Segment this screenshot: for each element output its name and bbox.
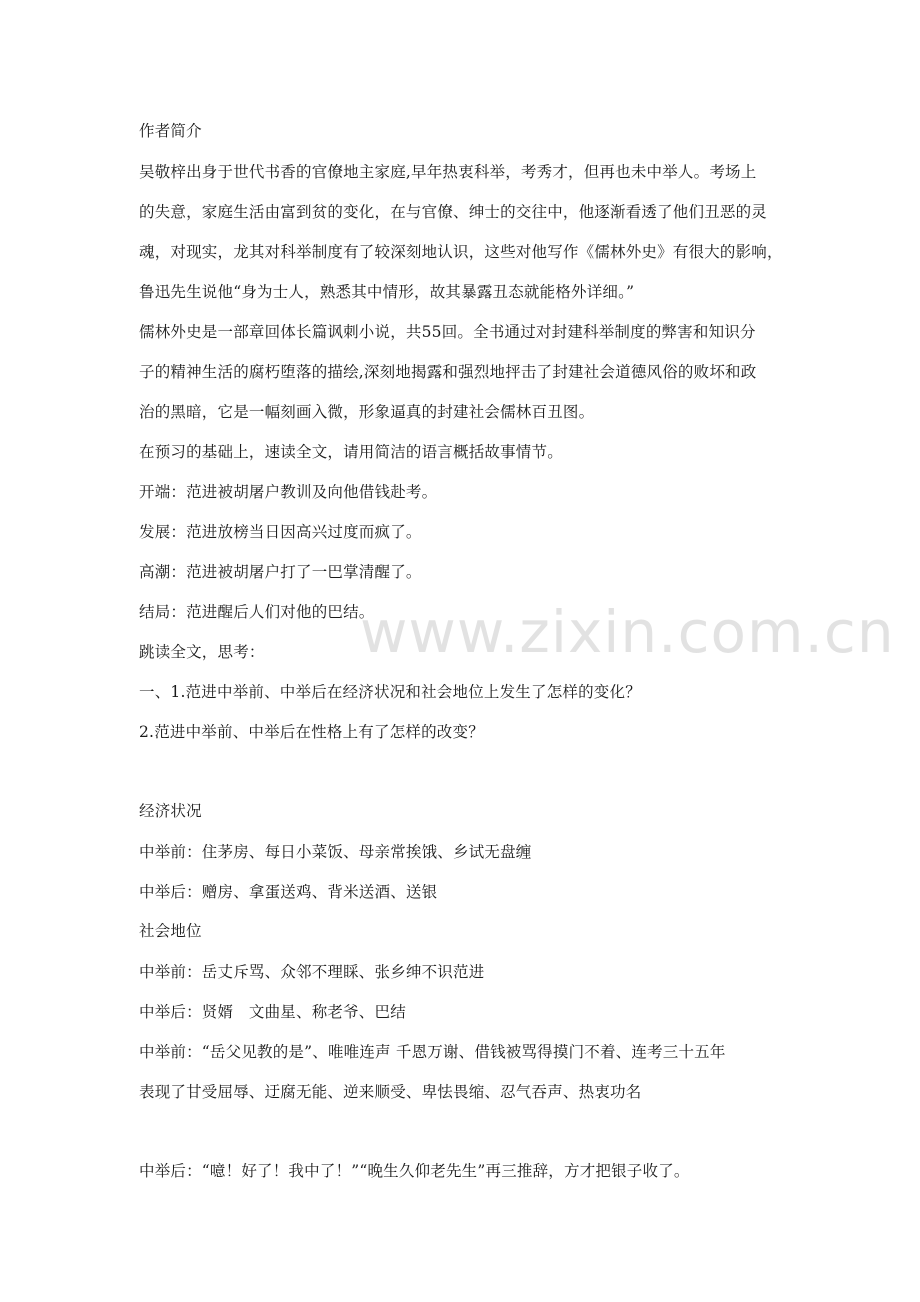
list-item: 中举前：“岳父见教的是”、唯唯连声 千恩万谢、借钱被骂得摸门不着、连考三十五年 xyxy=(139,1043,726,1061)
instruction-line: 在预习的基础上，速读全文，请用简洁的语言概括故事情节。 xyxy=(139,443,563,461)
list-item: 中举前：岳丈斥骂、众邻不理睬、张乡绅不识范进 xyxy=(139,963,485,981)
paragraph-line: 治的黑暗，它是一幅刻画入微，形象逼真的封建社会儒林百丑图。 xyxy=(139,403,595,421)
paragraph-line: 的失意，家庭生活由富到贫的变化，在与官僚、绅士的交往中，他逐渐看透了他们丑恶的灵 xyxy=(139,203,768,221)
section-heading-economy: 经济状况 xyxy=(139,802,202,820)
paragraph-line: 儒林外史是一部章回体长篇讽刺小说，共55回。全书通过对封建科举制度的弊害和知识分 xyxy=(139,323,756,341)
watermark: www.zixin.com.cn xyxy=(360,598,895,666)
question-line: 一、1.范进中举前、中举后在经济状况和社会地位上发生了怎样的变化？ xyxy=(139,683,641,701)
list-item: 中举后：赠房、拿蛋送鸡、背米送酒、送银 xyxy=(139,883,438,901)
paragraph-line: 鲁迅先生说他“身为士人，熟悉其中情形，故其暴露丑态就能格外详细。” xyxy=(139,283,635,301)
plot-ending: 结局：范进醒后人们对他的巴结。 xyxy=(139,603,375,621)
section-heading-status: 社会地位 xyxy=(139,922,202,940)
list-item: 中举前：住茅房、每日小菜饭、母亲常挨饿、乡试无盘缠 xyxy=(139,843,532,861)
instruction-line: 跳读全文，思考： xyxy=(139,643,265,661)
paragraph-line: 表现了甘受屈辱、迂腐无能、逆来顺受、卑怯畏缩、忍气吞声、热衷功名 xyxy=(139,1083,642,1101)
list-item: 中举后：贤婿 文曲星、称老爷、巴结 xyxy=(139,1003,406,1021)
list-item: 中举后：“噫！好了！我中了！”“晚生久仰老先生”再三推辞，方才把银子收了。 xyxy=(139,1162,690,1180)
section-heading-author: 作者简介 xyxy=(139,122,202,140)
paragraph-line: 吴敬梓出身于世代书香的官僚地主家庭,早年热衷科举，考秀才，但再也未中举人。考场上 xyxy=(139,163,757,181)
plot-development: 发展：范进放榜当日因高兴过度而疯了。 xyxy=(139,523,422,541)
question-line: 2.范进中举前、中举后在性格上有了怎样的改变？ xyxy=(139,723,484,741)
plot-climax: 高潮：范进被胡屠户打了一巴掌清醒了。 xyxy=(139,563,422,581)
paragraph-line: 子的精神生活的腐朽堕落的描绘,深刻地揭露和强烈地抨击了封建社会道德风俗的败坏和政 xyxy=(139,363,757,381)
plot-opening: 开端：范进被胡屠户教训及向他借钱赴考。 xyxy=(139,483,438,501)
paragraph-line: 魂，对现实，龙其对科举制度有了较深刻地认识，这些对他写作《儒林外史》有很大的影响， xyxy=(139,243,783,261)
